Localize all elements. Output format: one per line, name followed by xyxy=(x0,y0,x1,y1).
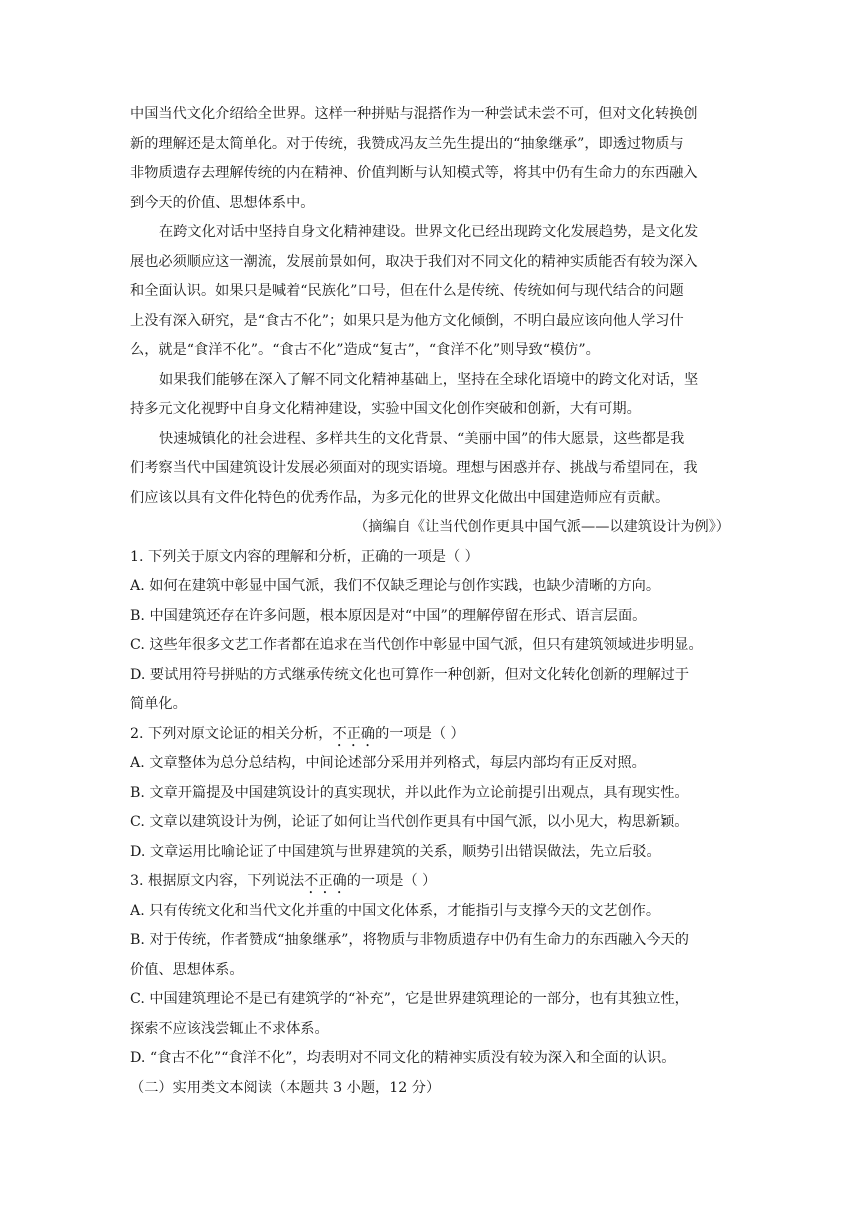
option-b: B. 中国建筑还存在许多问题，根本原因是对“中国”的理解停留在形式、语言层面。 xyxy=(130,607,647,624)
emphasized-text: 不正确 xyxy=(304,873,347,889)
option-b-continued: 价值、思想体系。 xyxy=(130,961,244,978)
question-2 xyxy=(130,720,730,868)
paragraph xyxy=(130,100,730,218)
option-b: B. 对于传统，作者赞成“抽象继承”，将物质与非物质遗存中仍有生命力的东西融入今天的 xyxy=(130,932,689,948)
paragraph xyxy=(130,425,730,514)
text-line: 么，就是“食洋不化”。“食古不化”造成“复古”，“食洋不化”则导致“模仿”。 xyxy=(130,342,600,358)
text-line: 如果我们能够在深入了解不同文化精神基础上，坚持在全球化语境中的跨文化对话，坚 xyxy=(159,371,699,388)
document-body xyxy=(130,100,730,1103)
question-stem: 1. 下列关于原文内容的理解和分析，正确的一项是（ ） xyxy=(130,548,479,565)
stem-text: 3. 根据原文内容，下列说法 xyxy=(130,873,305,889)
option-a: A. 文章整体为总分总结构，中间论述部分采用并列格式，每层内部均有正反对照。 xyxy=(130,755,646,771)
option-c-continued: 探索不应该浅尝辄止不求体系。 xyxy=(130,1020,329,1037)
option-d: D. 文章运用比喻论证了中国建筑与世界建筑的关系，顺势引出错误做法，先立后驳。 xyxy=(130,843,661,860)
option-b: B. 文章开篇提及中国建筑设计的真实现状，并以此作为立论前提引出观点，具有现实性。 xyxy=(130,784,689,801)
question-1 xyxy=(130,543,730,720)
text-line: 到今天的价值、思想体系中。 xyxy=(130,194,315,211)
question-3 xyxy=(130,867,730,1074)
question-stem xyxy=(130,720,730,750)
text-line: 上没有深入研究，是“食古不化”；如果只是为他方文化倾倒，不明白最应该向他人学习什 xyxy=(130,312,684,329)
stem-text: 2. 下列对原文论证的相关分析， xyxy=(130,725,333,742)
text-line: 们考察当代中国建筑设计发展必须面对的现实语境。理想与困惑并存、挑战与希望同在，我 xyxy=(130,460,698,476)
option-a: A. 如何在建筑中彰显中国气派，我们不仅缺乏理论与创作实践，也缺少清晰的方向。 xyxy=(130,578,661,594)
text-line: 们应该以具有文件化特色的优秀作品，为多元化的世界文化做出中国建造师应有贡献。 xyxy=(130,489,670,506)
text-line: 在跨文化对话中坚持自身文化精神建设。世界文化已经出现跨文化发展趋势，是文化发 xyxy=(159,224,699,240)
option-d-continued: 简单化。 xyxy=(130,696,187,712)
text-line: 中国当代文化介绍给全世界。这样一种拼贴与混搭作为一种尝试未尝不可，但对文化转换创 xyxy=(130,106,698,122)
option-c: C. 文章以建筑设计为例，论证了如何让当代创作更具有中国气派，以小见大，构思新颖。 xyxy=(130,814,689,830)
text-line: 和全面认识。如果只是喊着“民族化”口号，但在什么是传统、传统如何与现代结合的问题 xyxy=(130,283,684,299)
paragraph xyxy=(130,218,730,366)
text-line: 展也必须顺应这一潮流，发展前景如何，取决于我们对不同文化的精神实质能否有较为深入 xyxy=(130,253,698,270)
stem-text: 的一项是（ ） xyxy=(375,725,465,742)
option-d: D. 要试用符号拼贴的方式继承传统文化也可算作一种创新，但对文化转化创新的理解过于 xyxy=(130,666,690,683)
option-c: C. 这些年很多文艺工作者都在追求在当代创作中彰显中国气派，但只有建筑领域进步明显。 xyxy=(130,637,703,653)
option-a: A. 只有传统文化和当代文化并重的中国文化体系，才能指引与支撑今天的文艺创作。 xyxy=(130,902,661,919)
text-line: 新的理解还是太简单化。对于传统，我赞成冯友兰先生提出的“抽象继承”，即透过物质与 xyxy=(130,135,684,152)
paragraph xyxy=(130,366,730,425)
text-line: 非物质遗存去理解传统的内在精神、价值判断与认知模式等，将其中仍有生命力的东西融入 xyxy=(130,165,698,181)
emphasized-text: 不正确 xyxy=(332,725,376,742)
source-citation: （摘编自《让当代创作更具中国气派——以建筑设计为例》） xyxy=(354,519,730,535)
option-d: D. “食古不化”“食洋不化”，均表明对不同文化的精神实质没有较为深入和全面的认识。 xyxy=(130,1050,676,1066)
text-line: 快速城镇化的社会进程、多样共生的文化背景、“美丽中国”的伟大愿景，这些都是我 xyxy=(159,430,685,447)
option-c: C. 中国建筑理论不是已有建筑学的“补充”，它是世界建筑理论的一部分，也有其独立性， xyxy=(130,991,689,1007)
question-stem xyxy=(130,867,730,897)
stem-text: 的一项是（ ） xyxy=(346,873,437,889)
text-line: 持多元文化视野中自身文化精神建设，实验中国文化创作突破和创新，大有可期。 xyxy=(130,401,641,417)
section-heading: （二）实用类文本阅读（本题共 3 小题，12 分） xyxy=(130,1079,441,1096)
